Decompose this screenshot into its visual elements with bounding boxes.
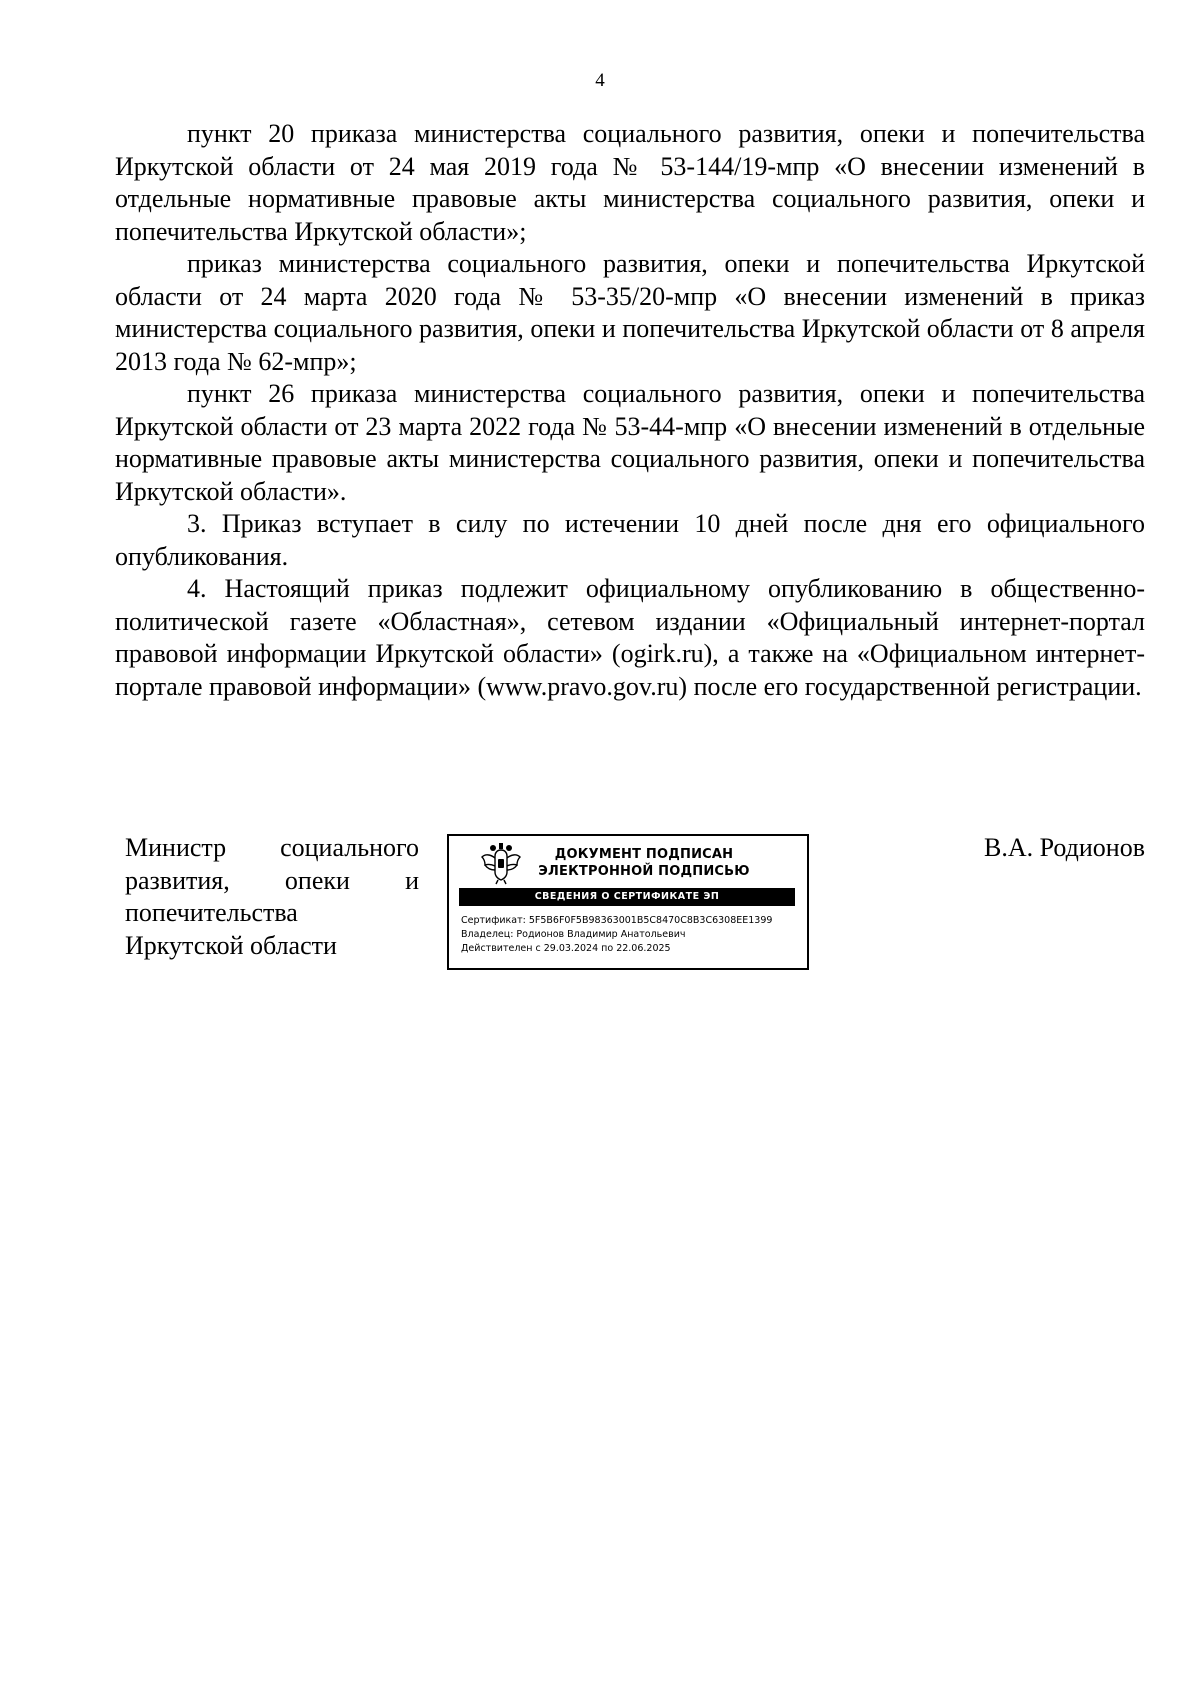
stamp-heading bbox=[529, 846, 759, 880]
stamp-heading-line: ЭЛЕКТРОННОЙ ПОДПИСЬЮ bbox=[538, 864, 750, 879]
paragraph-item-26: пункт 26 приказа министерства социального развития, опеки и попечительства Иркутской области от 23 марта 2022 года № 53-44-мпр «О внесении изменений в отдельные нормативные правовые акты министерства социального развития, опеки и попечительства Иркутской области». bbox=[115, 379, 1145, 506]
stamp-certificate-band: СВЕДЕНИЯ О СЕРТИФИКАТЕ ЭП bbox=[459, 888, 795, 906]
stamp-details bbox=[461, 914, 803, 956]
stamp-certificate-number: Сертификат: 5F5B6F0F5B98363001B5C8470C8B3C6308EE1399 bbox=[461, 915, 773, 926]
minister-title-line: попечительства bbox=[125, 898, 298, 927]
minister-name: В.А. Родионов bbox=[983, 833, 1145, 862]
signature-block bbox=[125, 832, 1145, 982]
minister-title bbox=[125, 832, 419, 962]
stamp-validity: Действителен с 29.03.2024 по 22.06.2025 bbox=[461, 943, 671, 954]
coat-of-arms-icon bbox=[479, 842, 523, 886]
document-body bbox=[115, 118, 1145, 703]
stamp-heading-line: ДОКУМЕНТ ПОДПИСАН bbox=[554, 847, 734, 862]
minister-title-line: Иркутской области bbox=[125, 930, 337, 960]
paragraph-order-2020: приказ министерства социального развития, опеки и попечительства Иркутской области от 24 марта 2020 года № 53-35/20-мпр «О внесении изменений в приказ министерства социального развития, опеки и попечительства Иркутской области от 8 апреля 2013 года № 62-мпр»; bbox=[115, 249, 1145, 376]
paragraph-clause-3: 3. Приказ вступает в силу по истечении 10 дней после дня его официального опубликования. bbox=[115, 509, 1145, 571]
minister-title-line: развития, опеки и bbox=[125, 865, 419, 895]
paragraph-clause-4: 4. Настоящий приказ подлежит официальному опубликованию в общественно-политической газете «Областная», сетевом издании «Официальный интернет-портал правовой информации Иркутской области» (ogirk.ru), а также на «Официальном интернет-портале правовой информации» (www.pravo.gov.ru) после его государственной регистрации. bbox=[115, 574, 1145, 701]
electronic-signature-stamp bbox=[447, 834, 809, 970]
minister-title-line: Министр социального bbox=[125, 833, 419, 862]
paragraph-item-20: пункт 20 приказа министерства социального развития, опеки и попечительства Иркутской области от 24 мая 2019 года № 53-144/19-мпр «О внесении изменений в отдельные нормативные правовые акты министерства социального развития, опеки и попечительства Иркутской области»; bbox=[115, 119, 1145, 246]
stamp-owner: Владелец: Родионов Владимир Анатольевич bbox=[461, 929, 686, 940]
page-number: 4 bbox=[595, 70, 605, 91]
